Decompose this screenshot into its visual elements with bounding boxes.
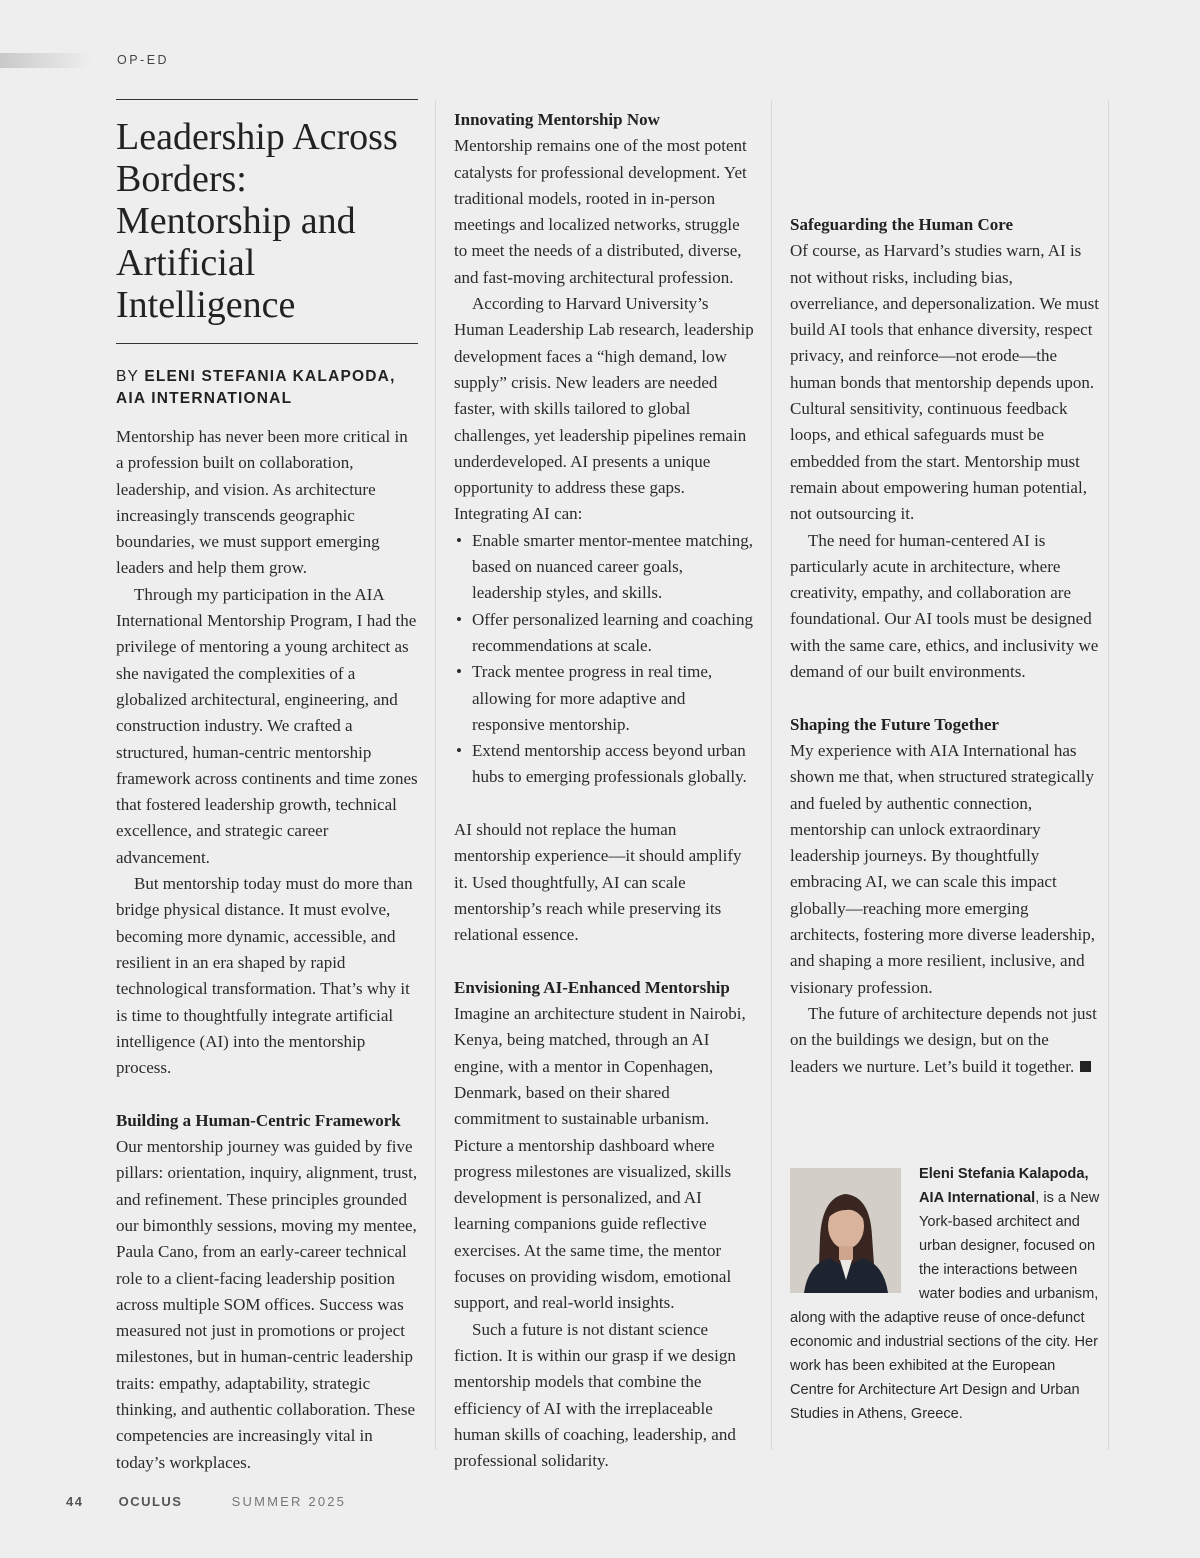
title-top-rule [116,99,418,100]
body-paragraph: The need for human-centered AI is particularly acute in architecture, where creativity, empathy, and collaboration are foundational. Our AI tools must be designed with the same care, ethics, and inclusivity we demand of our built environments. [790,530,1099,682]
author-name: ELENI STEFANIA KALAPODA, AIA INTERNATIONAL [116,368,396,407]
closing-text: The future of architecture depends not just on the buildings we design, but on the leaders we nurture. Let’s build it together. [790,1003,1097,1076]
body-paragraph: Such a future is not distant science fiction. It is within our grasp if we design mentorship models that combine the efficiency of AI with the irreplaceable human skills of coaching, leadership, and professional solidarity. [454,1319,736,1471]
column-3-sections [790,212,1100,1080]
intro-paragraph: But mentorship today must do more than bridge physical distance. It must evolve, becoming more dynamic, accessible, and resilient in an era shaped by rapid technological transformation. That’s why it is time to thoughtfully integrate artificial intelligence (AI) into the mentorship process. [116,874,413,1078]
section-heading: Safeguarding the Human Core [790,215,1014,234]
byline [116,366,426,410]
magazine-name: OCULUS [118,1494,183,1509]
article-title: Leadership Across Borders: Mentorship and Artificial Intelligence [116,116,398,326]
bio-description: , is a New York-based architect and urban designer, focused on the interactions between water bodies and urbanism, along with the adaptive reuse of once-defunct economic and industrial sections of the city. Her work has been exhibited at the European Centre for Architecture Art Design and Urban Studies in Athens, Greece. [790,1190,1100,1422]
section-label: OP-ED [117,53,170,67]
intro-paragraph: Mentorship has never been more critical in a profession built on collaboration, leadership, and vision. As architecture increasingly transcends geographic boundaries, we must support emerging leaders and help them grow. [116,427,408,578]
bio-name: Eleni Stefania Kalapoda, AIA International [919,1166,1089,1206]
section-heading: Building a Human-Centric Framework [116,1110,401,1130]
body-paragraph: According to Harvard University’s Human Leadership Lab research, leadership development faces a “high demand, low supply” crisis. New leaders are needed faster, with skills tailored to global challenges, yet leadership pipelines remain underdeveloped. AI presents a unique opportunity to address these gaps. Integrating AI can: [454,294,754,524]
list-item: • Extend mentorship access beyond urban hubs to emerging professionals globally. [454,738,754,791]
column-divider [435,100,436,1450]
body-paragraph: My experience with AIA International has shown me that, when structured strategically and fueled by authentic connection, mentorship can unlock extraordinary leadership journeys. By thoughtfully embracing AI, we can scale this impact globally—reaching more emerging architects, fostering more diverse leadership, and shaping a more resilient, inclusive, and visionary profession. [790,740,1095,997]
intro-paragraph: Through my participation in the AIA International Mentorship Program, I had the privilege of mentoring a young architect as she navigated the complexities of a globalized architectural, engineering, and construction industry. We crafted a structured, human-centric mentorship framework across continents and time zones that fostered leadership growth, technical excellence, and strategic career advancement. [116,584,418,867]
list-item: • Track mentee progress in real time, allowing for more adaptive and responsive mentorship. [454,659,754,738]
byline-prefix: BY [116,368,139,385]
page-footer [66,1494,346,1509]
body-paragraph: Mentorship remains one of the most potent catalysts for professional development. Yet traditional models, rooted in in-person meetings and localized networks, struggle to meet the needs of a distributed, diverse, and fast-moving architectural profession. [454,136,747,287]
column-divider [771,100,772,1450]
list-item: • Enable smarter mentor-mentee matching, based on nuanced career goals, leadership styles, and skills. [454,528,754,607]
end-mark-icon [1080,1061,1091,1072]
body-paragraph: Our mentorship journey was guided by five pillars: orientation, inquiry, alignment, trust, and refinement. These principles grounded our bimonthly sessions, moving my mentee, Paula Cano, from an early-career technical role to a client-facing leadership position across multiple SOM offices. Success was measured not just in promotions or project milestones, but in human-centric leadership traits: empathy, adaptability, strategic thinking, and authentic collaboration. These competencies are increasingly vital in today’s workplaces. [116,1137,418,1472]
column-2 [454,107,754,1474]
body-paragraph: Imagine an architecture student in Nairobi, Kenya, being matched, through an AI engine, with a mentor in Copenhagen, Denmark, based on their shared commitment to sustainable urbanism. Picture a mentorship dashboard where progress milestones are visualized, skills development is personalized, and AI learning companions guide reflective exercises. At the same time, the mentor focuses on providing wisdom, emotional support, and real-world insights. [454,1004,746,1313]
section-heading: Innovating Mentorship Now [454,110,660,129]
column-1 [116,424,418,1476]
list-item: • Offer personalized learning and coaching recommendations at scale. [454,607,754,660]
issue-label: SUMMER 2025 [231,1494,347,1509]
author-photo [790,1168,901,1293]
author-bio [790,1162,1100,1426]
body-paragraph: Of course, as Harvard’s studies warn, AI is not without risks, including bias, overreliance, and depersonalization. We must build AI tools that enhance diversity, respect privacy, and reinforce—not erode—the human bonds that mentorship depends upon. Cultural sensitivity, continuous feedback loops, and ethical safeguards must be embedded from the start. Mentorship must remain about empowering human potential, not outsourcing it. [790,241,1099,524]
column-divider [1108,100,1109,1450]
section-heading: Shaping the Future Together [790,714,999,734]
page-number: 44 [66,1494,84,1509]
section-heading: Envisioning AI-Enhanced Mentorship [454,977,730,997]
title-bottom-rule [116,343,418,344]
body-paragraph: AI should not replace the human mentorship experience—it should amplify it. Used thoughtfully, AI can scale mentorship’s reach while preserving its relational essence. [454,820,742,945]
body-paragraph [790,1001,1100,1080]
ai-benefits-list [454,528,754,791]
section-accent-bar [0,53,92,68]
